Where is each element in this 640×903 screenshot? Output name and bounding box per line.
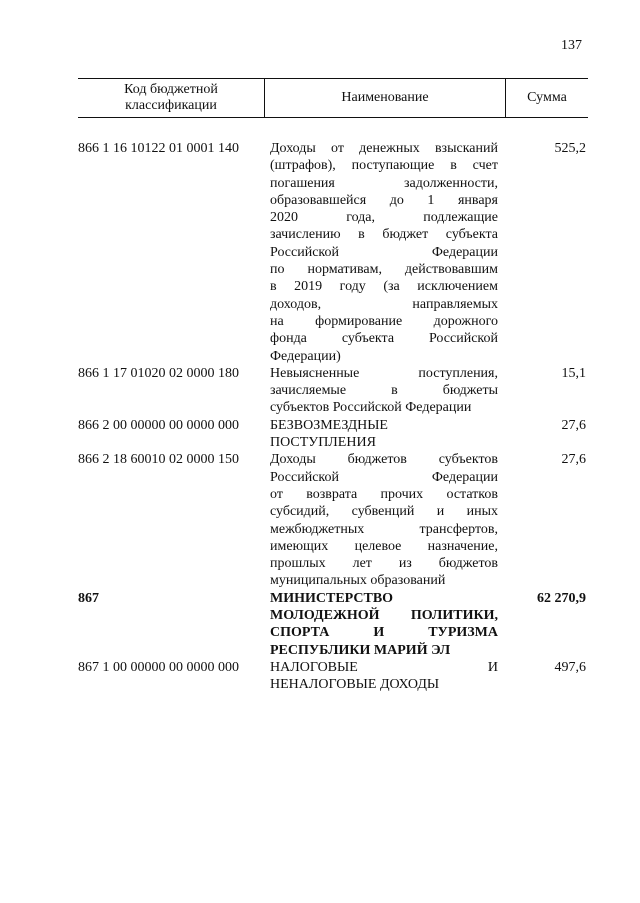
row-name-line: Российской Федерации — [270, 244, 498, 260]
row-name-line: от возврата прочих остатков — [270, 486, 498, 502]
header-sum-cell: Сумма — [527, 90, 567, 105]
row-name-line: 2020 года, подлежащие — [270, 210, 498, 226]
row-name-line: субъектов Российской Федерации — [270, 400, 472, 416]
row-name-line: образовавшейся до 1 января — [270, 192, 498, 208]
row-code: 867 1 00 00000 00 0000 000 — [78, 659, 239, 675]
row-name — [270, 140, 498, 365]
row-name-line: Доходы от денежных взысканий — [270, 141, 498, 156]
header-code-cell — [78, 79, 264, 117]
table-header — [78, 78, 588, 118]
row-name — [270, 417, 498, 452]
row-name-line: зачислению в бюджет субъекта — [270, 227, 498, 243]
row-name-line: БЕЗВОЗМЕЗДНЫЕ — [270, 417, 388, 433]
row-sum: 525,2 — [554, 141, 586, 156]
row-name-line: доходов, направляемых — [270, 296, 498, 312]
table-row — [78, 590, 588, 659]
header-name-cell: Наименование — [264, 79, 506, 117]
header-code-label-line2: классификации — [125, 98, 217, 113]
row-name-line: Доходы бюджетов субъектов — [270, 452, 498, 468]
row-name — [270, 451, 498, 589]
row-name-line: ПОСТУПЛЕНИЯ — [270, 435, 376, 451]
row-name-line: в 2019 году (за исключением — [270, 279, 498, 295]
row-sum: 62 270,9 — [537, 590, 586, 606]
table-row — [78, 659, 588, 694]
row-name-line: зачисляемые в бюджеты — [270, 383, 498, 399]
row-name-line: НЕНАЛОГОВЫЕ ДОХОДЫ — [270, 677, 440, 693]
row-name-line: РЕСПУБЛИКИ МАРИЙ ЭЛ — [270, 642, 451, 658]
row-code: 866 2 18 60010 02 0000 150 — [78, 452, 239, 468]
row-name-line: имеющих целевое назначение, — [270, 538, 498, 554]
row-name-line: НАЛОГОВЫЕ И — [270, 659, 498, 675]
table-row — [78, 140, 588, 365]
row-sum: 27,6 — [561, 452, 586, 468]
row-name-line: прошлых лет из бюджетов — [270, 556, 498, 572]
row-sum: 27,6 — [561, 417, 586, 433]
row-name — [270, 365, 498, 417]
row-sum: 15,1 — [561, 365, 586, 381]
row-name-line: по нормативам, действовавшим — [270, 262, 498, 278]
row-name — [270, 590, 498, 659]
table-row — [78, 417, 588, 452]
row-name-line: муниципальных образований — [270, 573, 446, 589]
row-sum: 497,6 — [554, 659, 586, 675]
row-name-line: МИНИСТЕРСТВО — [270, 590, 394, 606]
page-number: 137 — [561, 38, 582, 53]
row-code: 866 2 00 00000 00 0000 000 — [78, 417, 239, 433]
table-row — [78, 451, 588, 589]
row-code: 867 — [78, 590, 99, 606]
row-code: 866 1 16 10122 01 0001 140 — [78, 141, 239, 156]
row-name — [270, 659, 498, 694]
table-row — [78, 365, 588, 417]
row-name-line: Российской Федерации — [270, 469, 498, 485]
row-name-line: СПОРТА И ТУРИЗМА — [270, 625, 498, 641]
row-name-line: (штрафов), поступающие в счет — [270, 158, 498, 174]
header-code-label-line1: Код бюджетной — [124, 82, 218, 97]
row-code: 866 1 17 01020 02 0000 180 — [78, 365, 239, 381]
row-name-line: межбюджетных трансфертов, — [270, 521, 498, 537]
row-name-line: на формирование дорожного — [270, 313, 498, 329]
row-name-line: фонда субъекта Российской — [270, 331, 498, 347]
row-name-line: МОЛОДЕЖНОЙ ПОЛИТИКИ, — [270, 608, 498, 624]
table-body — [78, 140, 588, 694]
row-name-line: погашения задолженности, — [270, 175, 498, 191]
row-name-line: Невыясненные поступления, — [270, 365, 498, 381]
row-name-line: Федерации) — [270, 348, 341, 364]
row-name-line: субсидий, субвенций и иных — [270, 504, 498, 520]
